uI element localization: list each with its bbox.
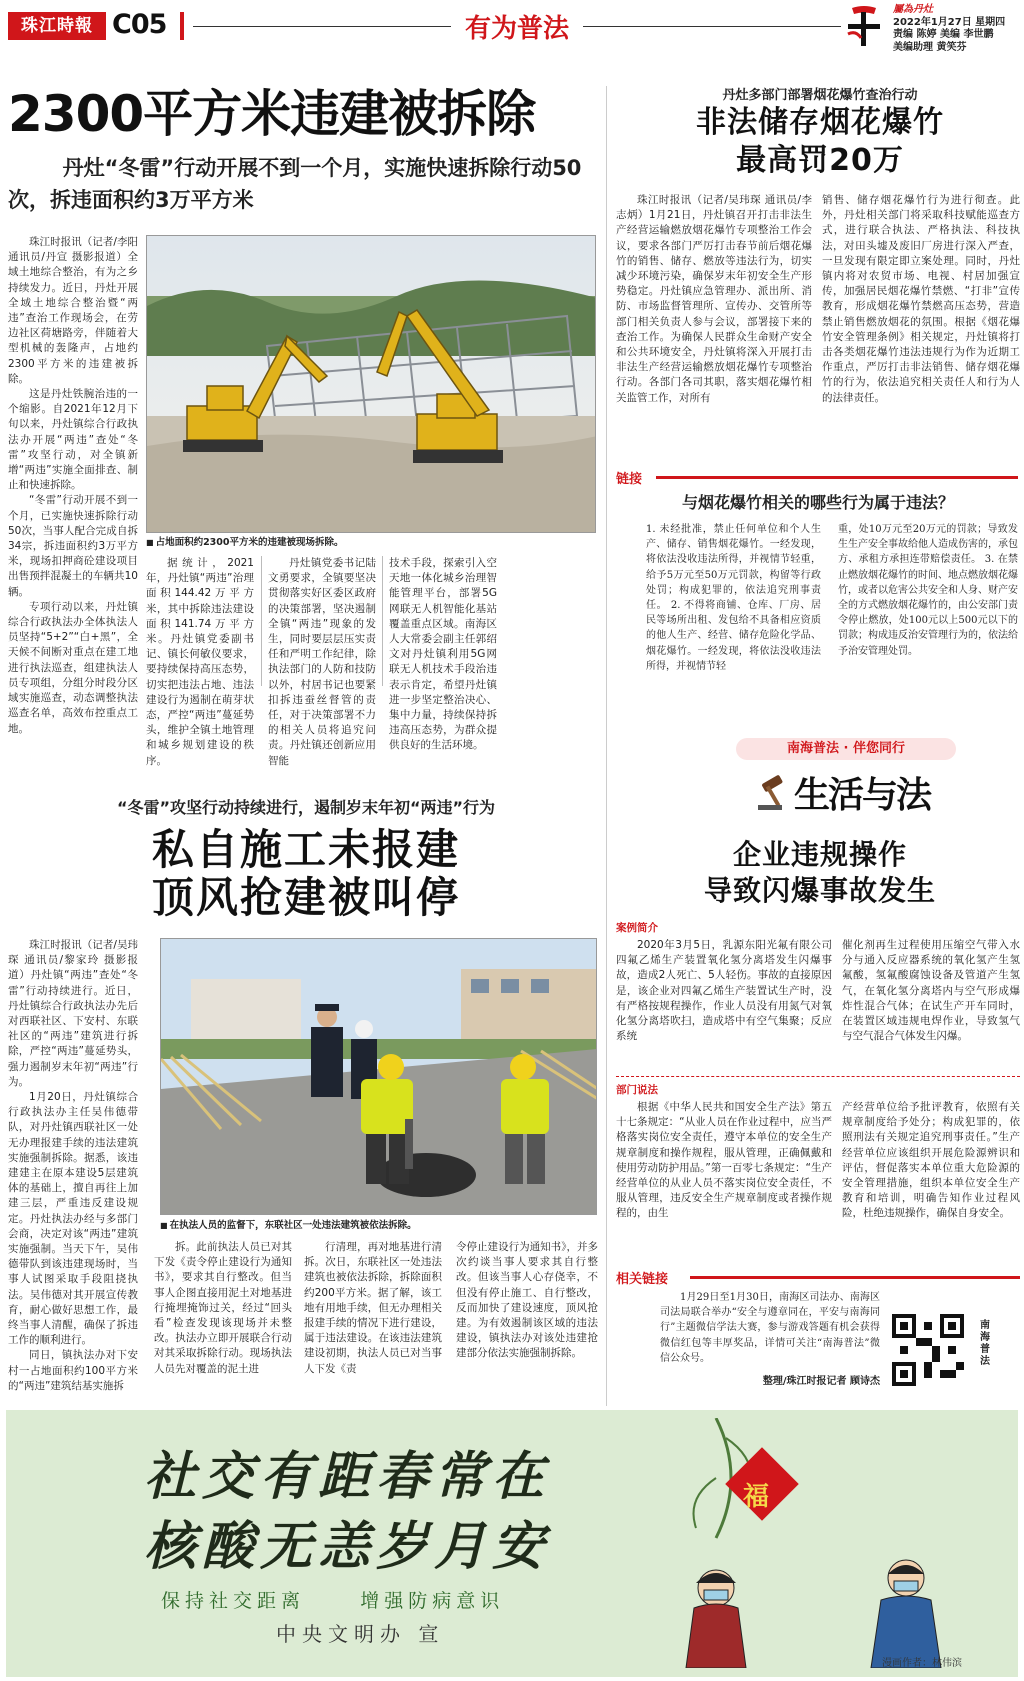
page-column-divider [606,86,607,1406]
photo-caption: ■ 占地面积约2300平方米的违建被现场拆除。 [146,536,596,549]
article1-col3: 丹灶镇党委书记陆文勇要求，全镇要坚决贯彻落实好区委区政府的决策部署，坚决遏制全镇“两违”现象的发生，同时要层层压实责任和严明工作纪律，除执法部门的人防和技防以外，村居书记也要紧扣拆违蚕丝督管的责任，对于决策部署不力的相关人员将追究问责。丹灶镇还创新应用智能 [268,557,376,767]
article2-kicker: 丹灶多部门部署烟花爆竹查治行动 [722,88,918,103]
fu-character: 福 [742,1482,769,1512]
promo-headline-line1: 企业违规操作 [732,838,907,871]
wechat-qr-code-icon[interactable] [892,1314,964,1386]
assistant-credit: 美编助理 黄笑芬 [893,41,967,53]
law-col1: 根据《中华人民共和国安全生产法》第五十七条规定：“从业人员在作业过程中，应当严格落实岗位安全责任，遵守本单位的安全生产规章制度和操作规程，服从管理，正确佩戴和使用劳动防护用品。”第一百零七条规定：“生产经营单位的从业人员不落实岗位安全责任，不服从管理，违反安全生产规章制度或者操作规程的，由生 [616,1101,832,1220]
paragraph: 珠江时报讯（记者/吴玮琛 通讯员/黎家玲 摄影报道）丹灶镇“两违”查处“冬雷”行动持续进行。近日，丹灶镇综合行政执法办先后对西联社区、下安村、东联社区的“两违”建筑进行拆除，严控“两违”蔓延势头，强力遏制岁末年初“两违”行为。 [8,939,138,1088]
paragraph: “冬雷”行动开展不到一个月，已实施快速拆除行动50次，当事人配合完成自拆34宗，拆违面积约3万平方米，现场扣押商砼建设项目出售预拌混凝土的车辆共10辆。 [8,494,138,598]
page-number: C05 [112,9,167,40]
column-divider [261,556,262,686]
case-col1: 2020年3月5日，乳源东阳光氟有限公司四氟乙烯生产装置氧化氢分离塔发生闪爆事故，造成2人死亡、5人轻伤。事故的直接原因是，该企业对四氟乙烯生产装置试生产时，没有严格按规程操作，作业人员没有用氮气对氧化氢分离塔吹扫，造成塔中有空气集聚；反应系统 [616,939,832,1043]
person-right [871,1560,941,1668]
paragraph: 1月20日，丹灶镇综合行政执法办主任吴伟德带队，对丹灶镇西联社区一处无办理报建手续的违法建筑实施强制拆除。据悉，该违建建主在原本建设5层建筑体的基础上，擅自再往上加建三层，严重违反建设规定。丹灶执法办经与多部门会商，决定对该“两违”建筑实施强制。当天下午，吴伟德带队到该违建现场时，当事人试图采取手段阻挠执法。吴伟德对其开展宣传教育，耐心做好思想工作，最终当事人清醒，确保了拆违工作的顺利进行。 [8,1091,138,1347]
article3-headline-line1: 私自施工未报建 [151,825,460,874]
header-accent-bar [180,12,184,40]
promo-top-label: 南海普法 · 伴您同行 [736,738,956,760]
law-label: 部门说法 [616,1084,658,1096]
excavator-illustration [147,236,596,533]
article1-headline: 2300平方米违建被拆除 [8,85,536,143]
link-tag: 链接 [616,472,643,487]
case-label: 案例简介 [616,922,658,934]
person-left [686,1570,746,1668]
danzao-emblem-icon [842,4,886,50]
photo-caption: ■ 在执法人员的监督下，东联社区一处违法建筑被依法拆除。 [160,1219,597,1232]
workers-illustration [161,939,597,1215]
related-credit: 整理/珠江时报记者 顾诗杰 [762,1376,880,1387]
article1-col2: 据统计，2021年，丹灶镇“两违”治理面积144.42万平方米，其中拆除违法建设面积141.74万平方米。丹灶镇党委副书记、镇长何敏仪要求，要持续保持高压态势，切实把违法占地、违法建设行为遏制在萌芽状态，严控“两违”蔓延势头，维护全镇土地管理和城乡规划建设的秩序。 [146,557,254,767]
case-col2: 催化剂再生过程使用压缩空气带入水分与通入反应器系统的氧化氢产生氢氟酸，氢氟酸腐蚀设备及管道产生氢气，在氧化氢分离塔内与空气形成爆炸性混合气体；在试生产开车同时，在装置区域违规电焊作业，导致氢气与空气混合气体发生闪爆。 [842,939,1020,1043]
promo-headline-line2: 导致闪爆事故发生 [703,874,936,907]
law-col2: 产经营单位给予批评教育，依照有关规章制度给予处分；构成犯罪的，依照刑法有关规定追究刑事责任。”生产经营单位应该组织开展危险源辨识和评估，督促落实本单位重大危险源的安全管理措施，组织本单位安全生产教育和培训，明确告知作业过程风险，杜绝违规操作，确保自身安全。 [842,1101,1020,1220]
article2-col2: 销售、储存烟花爆竹行为进行彻查。此外，丹灶相关部门将采取科技赋能巡查方式，进行联合执法、严格执法、科技执法，对田头墟及废旧厂房进行深入严查，一旦发现有限定即立案处理。同时，丹灶镇内将对农贸市场、电视、村居加强宣传，加强居民烟花爆竹禁燃、“打非”宣传教育，形成烟花爆竹禁燃高压态势，营造禁止销售燃放烟花的氛围。根据《烟花爆竹安全管理条例》相关规定，丹灶镇将打击各类烟花爆竹违法违规行为作为近期工作重点，严厉打击非法销售、储存烟花爆竹的行为，依法追究相关责任人和行为人的法律责任。 [822,194,1020,404]
link-col1: 1. 未经批准，禁止任何单位和个人生产、储存、销售烟花爆竹。一经发现，将依法没收违法所得，并视情节轻重，给予5万元至50万元罚款，构留等行政处罚；构成犯罪的，依法追究刑事责任。 2. 不得将商铺、仓库、厂房、居民等场所出租、发包给不具备相应资质的他人生产、经营、储存危险化学品、烟花爆竹。一经发现，将依法没收违法所得，并视情节轻 [646,524,821,672]
banner-slogan: 保持社交距离 增强防病意识 [161,1590,505,1612]
column-divider [382,556,383,686]
article1-col1 [8,235,138,737]
paragraph: 珠江时报讯（记者/李阳 通讯员/丹宣 摄影报道）全域土地综合整治，有为之乡持续发力。近日，丹灶开展全域土地综合整治暨“两违”查治工作现场会，在劳边社区荷塘路旁，伴随着大型机械的轰隆声，占地约2300平方米的违建被拆除。 [8,236,138,385]
article3-col2: 拆。此前执法人员已对其下发《责令停止建设行为通知书》，要求其自行整改。但当事人企图直接用泥土对地基进行掩埋掩饰过关，经过“回头看”检查发现该现场并未整改。执法办立即开展联合行动对其采取拆除行动。现场执法人员先对覆盖的泥土进 [154,1241,292,1375]
gavel-icon [756,771,796,811]
article3-kicker: “冬雷”攻坚行动持续进行，遏制岁末年初“两违”行为 [116,798,496,817]
editor-credit: 责编 陈婷 美编 李世鹏 [893,29,994,40]
section-title: 有为普法 [464,14,569,44]
paragraph: 同日，镇执法办对下安村一占地面积约100平方米的“两违”建筑结基实施拆 [8,1349,138,1392]
header-divider-left [193,26,451,27]
related-rule [690,1276,1020,1279]
brand-name: 屬為丹灶 [893,4,933,15]
new-year-cartoon-illustration [656,1418,996,1668]
article2-col1: 珠江时报讯（记者/吴玮琛 通讯员/李志炳）1月21日，丹灶镇召开打击非法生产经营运输燃放烟花爆竹专项整治工作会议，要求各部门严厉打击春节前后烟花爆竹的销售、储存、燃放等违法行为，切实减少环境污染，确保岁末年初安全生产形势稳定。丹灶镇应急管理办、派出所、消防、市场监督管理所、宣传办、交管所等部门相关负责人参与会议，部署接下来的查治工作。为确保人民群众生命财产安全和公共环境安全，丹灶镇将深入开展打击非法生产经营运输燃放烟花爆竹专项整治行动。各部门各司其职，落实烟花爆竹相关监管工作，对所有 [616,194,812,404]
article3-col1 [8,938,138,1394]
banner-issuer: 中央文明办 宣 [276,1622,445,1646]
article1-col4: 技术手段，探索引入空天地一体化城乡治理智能管理平台，部署5G网联无人机智能化基站覆盖重点区域。南海区人大常委会副主任郭绍文对丹灶镇利用5G网联无人机技术手段治违表示肯定，希望丹灶镇进一步坚定整治决心、集中力量，持续保持拆违高压态势，为群众提供良好的生活环境。 [389,557,497,752]
promo-logo-text: 生活与法 [794,774,931,816]
article3-col3: 行清理，再对地基进行清拆。次日，东联社区一处违法建筑也被依法拆除，拆除面积约200平方米。据了解，该工地有用地手续，但无办理相关报建手续的情况下进行建设，属于违法建设。在该违法建筑建设初期，执法人员已对当事人下发《责 [304,1241,442,1375]
header-divider-right [583,26,841,27]
promo-logo [756,763,946,815]
paragraph: 这是丹灶铁腕治违的一个缩影。自2021年12月下旬以来，丹灶镇综合行政执法办开展“两违”查处“冬雷”攻坚行动，对全镇新增“两违”实施全面排查、制止和快速拆除。 [8,388,138,492]
banner-line2: 核酸无恙岁月安 [144,1516,551,1577]
article1-subheadline: 丹灶“冬雷”行动开展不到一个月，实施快速拆除行动50次，拆违面积约3万平方米 [8,156,582,212]
banner-line1: 社交有距春常在 [144,1446,551,1507]
inspection-photo [160,938,597,1215]
related-text: 1月29日至1月30日，南海区司法办、南海区司法局联合举办“安全与遵章同在，平安与南海同行”主题微信学法大赛，参与游戏答题有机会获得微信红包等丰厚奖品，详情可关注“南海普法”微信公众号。 [660,1292,880,1364]
cartoon-credit: 漫画作者：林伟滨 [882,1658,962,1669]
article3-col4: 令停止建设行为通知书》，并多次约谈当事人要求其自行整改。但该当事人心存侥幸，不但没有停止施工、自行整改，反而加快了建设速度，顶风抢建。为有效遏制该区域的违法建设，镇执法办对该处违建抢建部分依法实施强制拆除。 [456,1241,598,1360]
section-divider [616,1076,1020,1077]
qr-label: 南海普法 [980,1320,990,1367]
public-service-banner [6,1410,1018,1677]
issue-date: 2022年1月27日 星期四 [893,16,1006,28]
link-title: 与烟花爆竹相关的哪些行为属于违法？ [681,493,954,512]
article2-headline-line2: 最高罚20万 [736,143,904,178]
newspaper-logo: 珠江時報 [8,12,106,40]
link-rule [656,476,1018,479]
paragraph: 专项行动以来，丹灶镇综合行政执法办全体执法人员坚持“5+2”“白+黑”，全天候不间断对重点在建工地进行执法巡查，组建执法人员专项组，分组分时段分区域实施巡查，动态调整执法巡查名单，高效布控重点工地。 [8,600,138,735]
link-col2: 重，处10万元至20万元的罚款；导致发生生产安全事故给他人造成伤害的，承包方、承租方承担连带赔偿责任。 3. 在禁止燃放烟花爆竹的时间、地点燃放烟花爆竹，或者以危害公共安全和人身、财产安全的方式燃放烟花爆竹的，由公安部门责令停止燃放，处100元以上500元以下的罚款；构成违反治安管理行为的，依法给予治安管理处罚。 [838,524,1018,657]
article3-headline-line2: 顶风抢建被叫停 [151,873,460,922]
related-label: 相关链接 [616,1272,669,1287]
issue-info [893,4,1005,54]
demolition-photo [146,235,596,533]
article2-headline-line1: 非法储存烟花爆竹 [696,105,944,140]
